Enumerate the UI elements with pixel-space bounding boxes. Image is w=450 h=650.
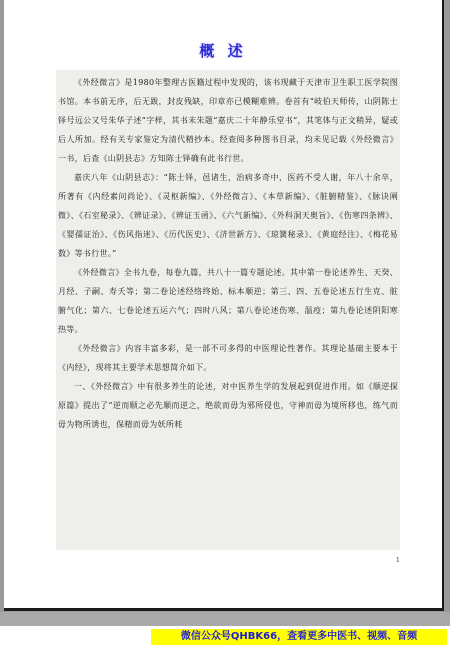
wechat-banner: 微信公众号QHBK66，查看更多中医书、视频、音频	[151, 629, 447, 645]
page-title: 概 述	[199, 42, 247, 60]
paragraph: 一、《外经微言》中有很多养生的论述，对中医养生学的发展起到促进作用。如《顺逆探原篇》提出了“逆而顺之必先顺而逆之，绝欲而毋为邪所侵也，守神而毋为境所移也，练气而毋为物所诱也，保精而毋为妖所耗	[58, 382, 398, 429]
paragraph: 《外经微言》是1980年整理古医籍过程中发现的，该书现藏于天津市卫生职工医学院图书馆。本书前无序，后无跋，封皮残缺，印章亦已模糊难辨。卷首有“岐伯天师传，山阴陈士铎号远公又号朱华子述”字样，其书末朱题“嘉庆二十年静乐堂书”，其笔体与正文稍异，疑或后人所加。经有关专家鉴定为清代精抄本。经查阅多种图书目录，均未见记载《外经微言》一书，后查《山阴县志》方知陈士铎确有此书行世。	[58, 78, 398, 163]
document-page	[4, 0, 444, 611]
paragraph: 《外经微言》全书九卷，每卷九篇，共八十一篇专题论述。其中第一卷论述养生、天癸、月经、子嗣、寿夭等；第二卷论述经络终始、标本顺逆；第三、四、五卷论述五行生克、脏腑气化；第六、七卷论述五运六气；四时八风；第八卷论述伤寒、温疫；第九卷论述阴阳寒热等。	[58, 268, 398, 334]
body-text	[56, 70, 400, 550]
paragraph: 嘉庆八年《山阴县志》：“陈士铎，邑诸生，治病多奇中，医药不受人谢，年八十余卒，所著有《内经素问尚论》、《灵枢新编》、《外经微言》、《本草新编》、《脏腑精鉴》、《脉诀阐微》、《石室秘录》、《辨证录》、《辨证玉函》、《六气新编》、《外科洞天奥旨》、《伤寒四条辨》、《婴孺证治》、《伤风指迷》、《历代医史》、《济世新方》、《琼簧秘录》、《黄庭经注》、《梅花易数》等书行世。”	[58, 173, 398, 258]
paragraph: 《外经微言》内容丰富多彩，是一部不可多得的中医理论性著作。其理论基础主要本于《内经》，现将其主要学术思想简介如下。	[58, 344, 398, 372]
viewer-gap	[0, 612, 450, 626]
page-number: 1	[396, 557, 400, 564]
